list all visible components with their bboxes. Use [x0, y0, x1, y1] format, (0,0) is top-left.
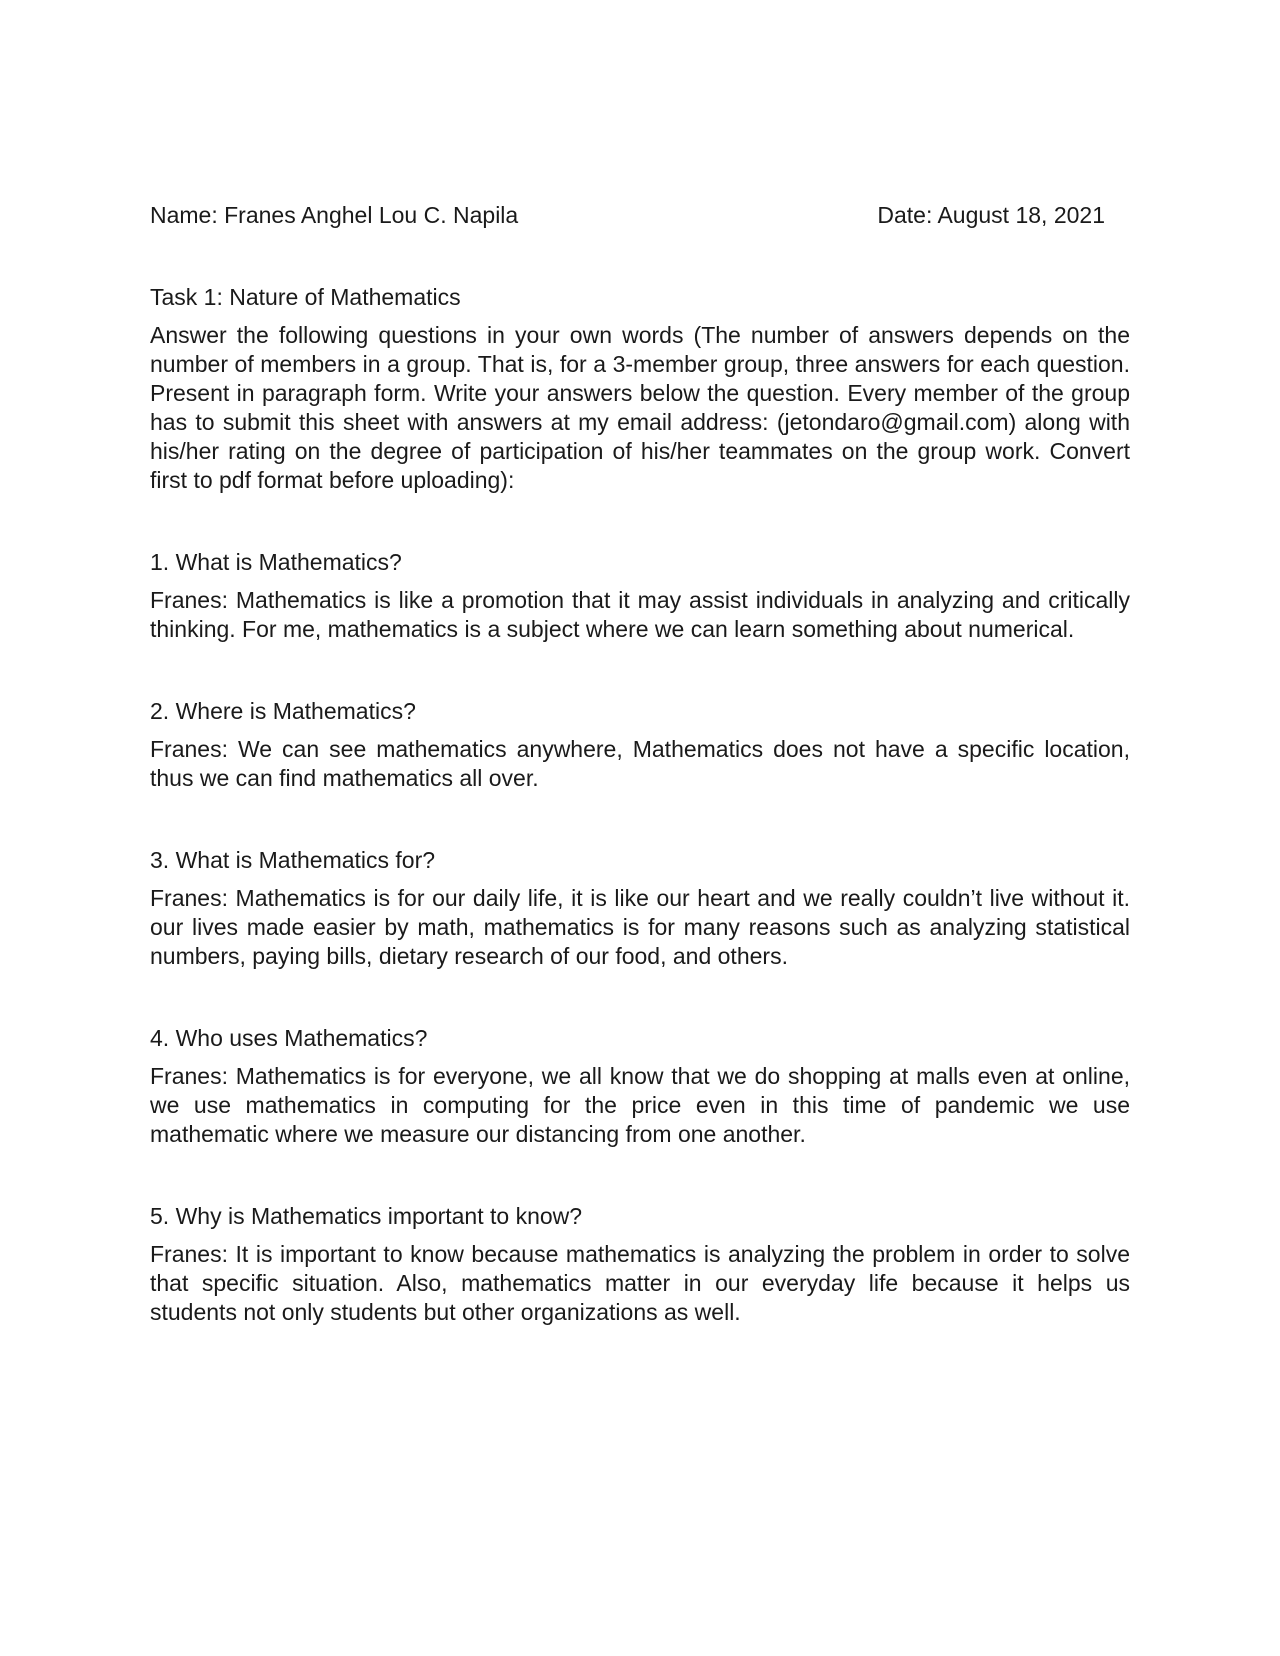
document-page	[150, 200, 1130, 1379]
question-text: 3. What is Mathematics for?	[150, 847, 436, 873]
submission-date: Date: August 18, 2021	[877, 202, 1105, 228]
answer-text: Franes: Mathematics is like a promotion that it may assist individuals in analyzing and critically thinking. For me, mathematics is a subject where we can learn something about numerical.	[150, 587, 1130, 642]
task-title: Task 1: Nature of Mathematics	[150, 284, 461, 310]
answer-text: Franes: We can see mathematics anywhere, Mathematics does not have a specific location, thus we can find mathematics all over.	[150, 736, 1130, 791]
student-name: Name: Franes Anghel Lou C. Napila	[150, 202, 519, 228]
question-block-1	[150, 547, 1130, 644]
question-block-5	[150, 1201, 1130, 1327]
question-list	[150, 547, 1130, 1327]
question-block-2	[150, 696, 1130, 793]
question-block-3	[150, 845, 1130, 971]
task-instructions: Answer the following questions in your own words (The number of answers depends on the number of members in a group. That is, for a 3-member group, three answers for each question. Present in paragraph form. Write your answers below the question. Every member of the group has to submit this sheet with answers at my email address: (jetondaro@gmail.com) along with his/her rating on the degree of participation of his/her teammates on the group work. Convert first to pdf format before uploading):	[150, 322, 1130, 493]
question-text: 1. What is Mathematics?	[150, 549, 402, 575]
question-text: 4. Who uses Mathematics?	[150, 1025, 428, 1051]
answer-text: Franes: Mathematics is for everyone, we all know that we do shopping at malls even at online, we use mathematics in computing for the price even in this time of pandemic we use mathematic where we measure our distancing from one another.	[150, 1063, 1130, 1147]
header-row	[150, 200, 1130, 230]
question-text: 2. Where is Mathematics?	[150, 698, 416, 724]
answer-text: Franes: Mathematics is for our daily life, it is like our heart and we really couldn’t live without it. our lives made easier by math, mathematics is for many reasons such as analyzing statistical numbers, paying bills, dietary research of our food, and others.	[150, 885, 1130, 969]
question-block-4	[150, 1023, 1130, 1149]
answer-text: Franes: It is important to know because mathematics is analyzing the problem in order to solve that specific situation. Also, mathematics matter in our everyday life because it helps us students not only students but other organizations as well.	[150, 1241, 1130, 1325]
question-text: 5. Why is Mathematics important to know?	[150, 1203, 583, 1229]
